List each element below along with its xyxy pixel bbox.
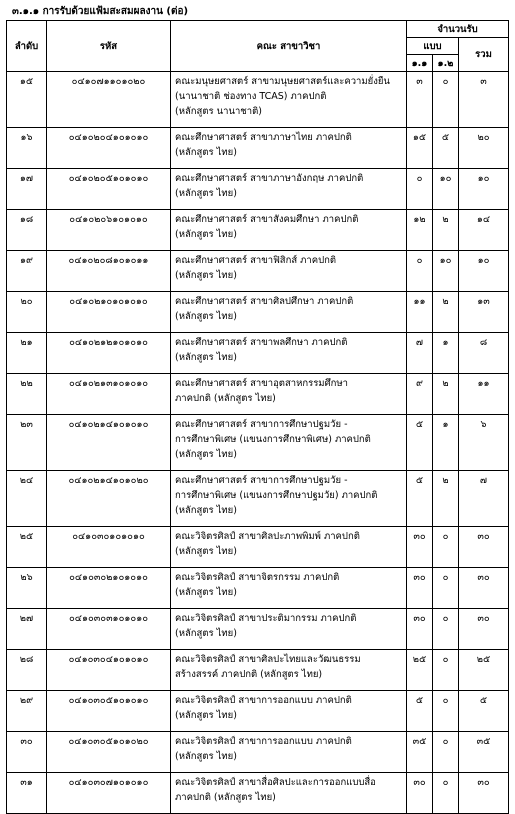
row-type-1-2: ๐ — [433, 568, 459, 609]
table-row — [7, 568, 509, 609]
faculty-line: (หลักสูตร ไทย) — [175, 751, 237, 762]
faculty-line: คณะศึกษาศาสตร์ สาขาการศึกษาปฐมวัย - — [175, 419, 348, 430]
row-type-1-2: ๒ — [433, 471, 459, 527]
faculty-line: คณะมนุษยศาสตร์ สาขามนุษยศาสตร์และความยั่งยืน — [175, 76, 390, 87]
row-total: ๓๐ — [459, 609, 509, 650]
faculty-line: คณะวิจิตรศิลป์ สาขาจิตรกรรม ภาคปกติ — [175, 572, 340, 583]
table-row — [7, 292, 509, 333]
faculty-line: (หลักสูตร ไทย) — [175, 188, 237, 199]
row-seq: ๒๓ — [7, 415, 47, 471]
row-code: ๐๔๑๐๒๐๘๑๐๑๐๑๑ — [47, 251, 171, 292]
row-type-1-2: ๑๐ — [433, 251, 459, 292]
row-total: ๑๔ — [459, 210, 509, 251]
row-faculty — [171, 251, 407, 292]
row-type-1-1: ๑๑ — [407, 292, 433, 333]
header-type-1-2: ๑.๒ — [433, 55, 459, 72]
row-faculty — [171, 128, 407, 169]
row-total: ๓๕ — [459, 732, 509, 773]
row-type-1-2: ๒ — [433, 292, 459, 333]
faculty-line: (หลักสูตร ไทย) — [175, 710, 237, 721]
row-faculty — [171, 72, 407, 128]
row-seq: ๒๔ — [7, 471, 47, 527]
header-type-1-1: ๑.๑ — [407, 55, 433, 72]
faculty-line: (นานาชาติ ช่องทาง TCAS) ภาคปกติ — [175, 91, 327, 102]
row-type-1-1: ๓๕ — [407, 732, 433, 773]
row-seq: ๒๐ — [7, 292, 47, 333]
faculty-line: การศึกษาพิเศษ (แขนงการศึกษาพิเศษ) ภาคปกติ — [175, 434, 371, 445]
table-row — [7, 128, 509, 169]
row-seq: ๑๖ — [7, 128, 47, 169]
faculty-line: (หลักสูตร ไทย) — [175, 587, 237, 598]
faculty-line: คณะศึกษาศาสตร์ สาขาฟิสิกส์ ภาคปกติ — [175, 255, 337, 266]
header-type: แบบ — [407, 38, 459, 55]
row-type-1-2: ๐ — [433, 732, 459, 773]
row-code: ๐๔๑๐๒๑๔๑๐๑๐๑๐ — [47, 415, 171, 471]
row-type-1-1: ๑๒ — [407, 210, 433, 251]
row-total: ๒๕ — [459, 650, 509, 691]
row-type-1-1: ๓๐ — [407, 609, 433, 650]
faculty-line: (หลักสูตร ไทย) — [175, 270, 237, 281]
row-seq: ๒๙ — [7, 691, 47, 732]
row-type-1-1: ๒๕ — [407, 650, 433, 691]
row-faculty — [171, 609, 407, 650]
header-seq: ลำดับ — [7, 21, 47, 72]
row-type-1-1: ๓๐ — [407, 527, 433, 568]
row-faculty — [171, 773, 407, 814]
row-type-1-1: ๑๕ — [407, 128, 433, 169]
row-total: ๑๑ — [459, 374, 509, 415]
table-header — [7, 21, 509, 72]
faculty-line: (หลักสูตร ไทย) — [175, 147, 237, 158]
row-code: ๐๔๑๐๗๑๑๐๑๐๒๐ — [47, 72, 171, 128]
table-row — [7, 773, 509, 814]
row-type-1-1: ๓๐ — [407, 568, 433, 609]
row-type-1-2: ๑๐ — [433, 169, 459, 210]
faculty-line: คณะวิจิตรศิลป์ สาขาการออกแบบ ภาคปกติ — [175, 736, 352, 747]
faculty-line: (หลักสูตร ไทย) — [175, 505, 237, 516]
row-type-1-1: ๗ — [407, 333, 433, 374]
faculty-line: คณะวิจิตรศิลป์ สาขาสื่อศิลปะและการออกแบบสื่อ — [175, 777, 376, 788]
row-seq: ๑๙ — [7, 251, 47, 292]
row-faculty — [171, 732, 407, 773]
row-faculty — [171, 471, 407, 527]
row-code: ๐๔๑๐๓๐๕๑๐๑๐๑๐ — [47, 691, 171, 732]
table-row — [7, 732, 509, 773]
faculty-line: คณะศึกษาศาสตร์ สาขาภาษาอังกฤษ ภาคปกติ — [175, 173, 364, 184]
header-quota: จำนวนรับ — [407, 21, 509, 38]
header-code: รหัส — [47, 21, 171, 72]
row-type-1-2: ๐ — [433, 527, 459, 568]
row-code: ๐๔๑๐๒๑๓๑๐๑๐๑๐ — [47, 374, 171, 415]
table-row — [7, 650, 509, 691]
table-row — [7, 471, 509, 527]
faculty-line: คณะศึกษาศาสตร์ สาขาอุตสาหกรรมศึกษา — [175, 378, 348, 389]
faculty-line: คณะวิจิตรศิลป์ สาขาศิลปะภาพพิมพ์ ภาคปกติ — [175, 531, 360, 542]
row-code: ๐๔๑๐๒๑๒๑๐๑๐๑๐ — [47, 333, 171, 374]
row-total: ๑๐ — [459, 251, 509, 292]
row-code: ๐๔๑๐๓๐๓๑๐๑๐๑๐ — [47, 609, 171, 650]
row-total: ๗ — [459, 471, 509, 527]
faculty-line: (หลักสูตร ไทย) — [175, 449, 237, 460]
row-type-1-2: ๑ — [433, 415, 459, 471]
table-row — [7, 374, 509, 415]
row-type-1-1: ๕ — [407, 691, 433, 732]
row-code: ๐๔๑๐๓๐๗๑๐๑๐๑๐ — [47, 773, 171, 814]
faculty-line: การศึกษาพิเศษ (แขนงการศึกษาปฐมวัย) ภาคปกติ — [175, 490, 378, 501]
faculty-line: (หลักสูตร นานาชาติ) — [175, 106, 262, 117]
faculty-line: ภาคปกติ (หลักสูตร ไทย) — [175, 393, 276, 404]
faculty-line: คณะวิจิตรศิลป์ สาขาประติมากรรม ภาคปกติ — [175, 613, 357, 624]
row-total: ๕ — [459, 691, 509, 732]
row-seq: ๒๑ — [7, 333, 47, 374]
table-row — [7, 169, 509, 210]
table-row — [7, 210, 509, 251]
row-type-1-1: ๕ — [407, 415, 433, 471]
row-code: ๐๔๑๐๒๐๖๑๐๑๐๑๐ — [47, 210, 171, 251]
table-row — [7, 333, 509, 374]
row-type-1-2: ๐ — [433, 72, 459, 128]
row-seq: ๓๐ — [7, 732, 47, 773]
row-faculty — [171, 333, 407, 374]
row-total: ๖ — [459, 415, 509, 471]
row-faculty — [171, 527, 407, 568]
admission-table — [6, 20, 509, 814]
faculty-line: คณะศึกษาศาสตร์ สาขาภาษาไทย ภาคปกติ — [175, 132, 352, 143]
row-total: ๑๓ — [459, 292, 509, 333]
row-faculty — [171, 210, 407, 251]
row-type-1-2: ๐ — [433, 773, 459, 814]
faculty-line: คณะศึกษาศาสตร์ สาขาศิลปศึกษา ภาคปกติ — [175, 296, 354, 307]
row-faculty — [171, 568, 407, 609]
table-row — [7, 609, 509, 650]
row-type-1-2: ๒ — [433, 210, 459, 251]
row-total: ๘ — [459, 333, 509, 374]
row-type-1-2: ๑ — [433, 333, 459, 374]
row-faculty — [171, 169, 407, 210]
faculty-line: (หลักสูตร ไทย) — [175, 628, 237, 639]
row-seq: ๒๗ — [7, 609, 47, 650]
faculty-line: (หลักสูตร ไทย) — [175, 352, 237, 363]
row-faculty — [171, 415, 407, 471]
row-seq: ๒๒ — [7, 374, 47, 415]
row-seq: ๒๘ — [7, 650, 47, 691]
table-row — [7, 72, 509, 128]
faculty-line: (หลักสูตร ไทย) — [175, 546, 237, 557]
row-total: ๓๐ — [459, 568, 509, 609]
row-total: ๓๐ — [459, 773, 509, 814]
row-type-1-2: ๒ — [433, 374, 459, 415]
row-code: ๐๔๑๐๒๐๔๑๐๑๐๑๐ — [47, 128, 171, 169]
row-seq: ๓๑ — [7, 773, 47, 814]
faculty-line: คณะศึกษาศาสตร์ สาขาพลศึกษา ภาคปกติ — [175, 337, 348, 348]
row-type-1-1: ๓ — [407, 72, 433, 128]
row-seq: ๑๕ — [7, 72, 47, 128]
row-total: ๒๐ — [459, 128, 509, 169]
row-code: ๐๔๑๐๒๐๕๑๐๑๐๑๐ — [47, 169, 171, 210]
row-type-1-1: ๕ — [407, 471, 433, 527]
faculty-line: คณะศึกษาศาสตร์ สาขาการศึกษาปฐมวัย - — [175, 475, 348, 486]
row-seq: ๑๗ — [7, 169, 47, 210]
row-faculty — [171, 650, 407, 691]
header-total: รวม — [459, 38, 509, 72]
table-row — [7, 691, 509, 732]
row-type-1-2: ๐ — [433, 650, 459, 691]
faculty-line: คณะวิจิตรศิลป์ สาขาศิลปะไทยและวัฒนธรรม — [175, 654, 361, 665]
row-type-1-1: ๐ — [407, 251, 433, 292]
row-total: ๓ — [459, 72, 509, 128]
row-code: ๐๔๑๐๓๐๕๑๐๑๐๒๐ — [47, 732, 171, 773]
row-type-1-2: ๐ — [433, 691, 459, 732]
row-type-1-1: ๙ — [407, 374, 433, 415]
row-seq: ๑๘ — [7, 210, 47, 251]
row-type-1-1: ๓๐ — [407, 773, 433, 814]
faculty-line: (หลักสูตร ไทย) — [175, 311, 237, 322]
table-row — [7, 527, 509, 568]
table-row — [7, 415, 509, 471]
row-total: ๑๐ — [459, 169, 509, 210]
row-faculty — [171, 292, 407, 333]
row-faculty — [171, 691, 407, 732]
faculty-line: (หลักสูตร ไทย) — [175, 229, 237, 240]
row-code: ๐๔๑๐๓๐๑๐๑๐๑๐ — [47, 527, 171, 568]
row-type-1-2: ๕ — [433, 128, 459, 169]
row-code: ๐๔๑๐๓๐๒๑๐๑๐๑๐ — [47, 568, 171, 609]
row-seq: ๒๕ — [7, 527, 47, 568]
faculty-line: คณะศึกษาศาสตร์ สาขาสังคมศึกษา ภาคปกติ — [175, 214, 359, 225]
faculty-line: คณะวิจิตรศิลป์ สาขาการออกแบบ ภาคปกติ — [175, 695, 352, 706]
row-seq: ๒๖ — [7, 568, 47, 609]
row-total: ๓๐ — [459, 527, 509, 568]
row-type-1-2: ๐ — [433, 609, 459, 650]
row-code: ๐๔๑๐๓๐๔๑๐๑๐๑๐ — [47, 650, 171, 691]
row-faculty — [171, 374, 407, 415]
faculty-line: ภาคปกติ (หลักสูตร ไทย) — [175, 792, 276, 803]
table-row — [7, 251, 509, 292]
row-type-1-1: ๐ — [407, 169, 433, 210]
row-code: ๐๔๑๐๒๑๔๑๐๑๐๒๐ — [47, 471, 171, 527]
row-code: ๐๔๑๐๒๑๐๑๐๑๐๑๐ — [47, 292, 171, 333]
table-body — [7, 72, 509, 814]
header-faculty: คณะ สาขาวิชา — [171, 21, 407, 72]
section-title: ๓.๑.๑ การรับด้วยแฟ้มสะสมผลงาน (ต่อ) — [12, 6, 189, 17]
faculty-line: สร้างสรรค์ ภาคปกติ (หลักสูตร ไทย) — [175, 669, 323, 680]
